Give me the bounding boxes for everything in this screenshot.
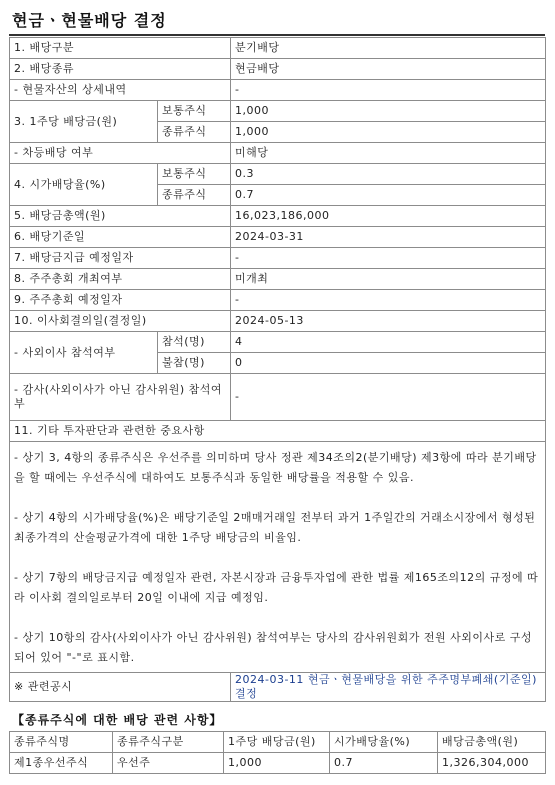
table-row (10, 332, 546, 353)
board-resolution-date-value: 2024-05-13 (231, 311, 546, 332)
table-row (10, 101, 546, 122)
table-row (10, 421, 546, 442)
table-row (10, 59, 546, 80)
table-row (10, 442, 546, 673)
column-header: 1주당 배당금(원) (224, 732, 330, 753)
absent-value: 0 (231, 353, 546, 374)
class-stock-label: 종류주식 (158, 122, 231, 143)
absent-label: 불참(명) (158, 353, 231, 374)
payment-date-value: - (231, 248, 546, 269)
note-paragraph: - 상기 4항의 시가배당율(%)은 배당기준일 2매매거래일 전부터 과거 1주일간의 거래소시장에서 형성된 최종가격의 산술평균가격에 대한 1주당 배당금의 비율임. (14, 511, 536, 544)
row-label-dividend-type: 1. 배당구분 (10, 38, 231, 59)
common-dps-value: 1,000 (231, 101, 546, 122)
row-label-auditor-attendance: - 감사(사외이사가 아닌 감사위원) 참석여부 (10, 374, 231, 421)
class-yield-value: 0.7 (231, 185, 546, 206)
row-label-meeting-date: 9. 주주총회 예정일자 (10, 290, 231, 311)
table-row (10, 290, 546, 311)
notes-cell (10, 442, 546, 673)
column-header: 종류주식구분 (113, 732, 224, 753)
auditor-attendance-value: - (231, 374, 546, 421)
common-stock-label: 보통주식 (158, 164, 231, 185)
row-label-in-kind-assets: - 현물자산의 상세내역 (10, 80, 231, 101)
column-header: 배당금총액(원) (438, 732, 546, 753)
row-label-payment-date: 7. 배당금지급 예정일자 (10, 248, 231, 269)
row-label-total-dividend: 5. 배당금총액(원) (10, 206, 231, 227)
table-row (10, 248, 546, 269)
dividend-kind-value: 현금배당 (231, 59, 546, 80)
row-label-record-date: 6. 배당기준일 (10, 227, 231, 248)
class-dps-value: 1,000 (231, 122, 546, 143)
column-header: 종류주식명 (10, 732, 113, 753)
table-row (10, 38, 546, 59)
common-stock-label: 보통주식 (158, 101, 231, 122)
table-row (10, 673, 546, 702)
row-label-dividend-yield: 4. 시가배당율(%) (10, 164, 158, 206)
title-divider (9, 34, 545, 36)
table-row (10, 206, 546, 227)
record-date-value: 2024-03-31 (231, 227, 546, 248)
note-paragraph: - 상기 7항의 배당금지급 예정일자 관련, 자본시장과 금융투자업에 관한 법률 제165조의12의 규정에 따라 이사회 결의일로부터 20일 이내에 지급 예정임. (14, 571, 539, 604)
table-row (10, 80, 546, 101)
table-cell: 1,326,304,000 (438, 753, 546, 774)
note-paragraph: - 상기 3, 4항의 종류주식은 우선주를 의미하며 당사 정관 제34조의2(분기배당) 제3항에 따라 분기배당을 할 때에는 우선주식에 대하여도 보통주식과 동일한 배당률을 적용할 수 있음. (14, 451, 537, 484)
table-row (10, 164, 546, 185)
table-row (10, 269, 546, 290)
shareholders-meeting-value: 미개최 (231, 269, 546, 290)
row-label-shareholders-meeting: 8. 주주총회 개최여부 (10, 269, 231, 290)
row-label-other-matters: 11. 기타 투자판단과 관련한 중요사항 (10, 421, 546, 442)
differential-dividend-value: 미해당 (231, 143, 546, 164)
table-cell: 1,000 (224, 753, 330, 774)
row-label-dividend-kind: 2. 배당종류 (10, 59, 231, 80)
disclosure-table (9, 37, 546, 702)
table-row (10, 753, 546, 774)
table-row (10, 143, 546, 164)
related-disclosure-link[interactable]: 2024-03-11 현금ㆍ현물배당을 위한 주주명부폐쇄(기준일) 결정 (231, 673, 546, 702)
row-label-board-resolution-date: 10. 이사회결의일(결정일) (10, 311, 231, 332)
row-label-outside-directors: - 사외이사 참석여부 (10, 332, 158, 374)
table-header-row (10, 732, 546, 753)
in-kind-assets-value: - (231, 80, 546, 101)
row-label-related-disclosure: ※ 관련공시 (10, 673, 231, 702)
class-stock-label: 종류주식 (158, 185, 231, 206)
page-title: 현금ㆍ현물배당 결정 (12, 11, 167, 30)
meeting-date-value: - (231, 290, 546, 311)
column-header: 시가배당율(%) (330, 732, 438, 753)
common-yield-value: 0.3 (231, 164, 546, 185)
attended-value: 4 (231, 332, 546, 353)
table-row (10, 374, 546, 421)
attended-label: 참석(명) (158, 332, 231, 353)
note-paragraph: - 상기 10항의 감사(사외이사가 아닌 감사위원) 참석여부는 당사의 감사위원회가 전원 사외이사로 구성되어 있어 "-"로 표시함. (14, 631, 533, 664)
table-row (10, 311, 546, 332)
table-cell: 제1종우선주식 (10, 753, 113, 774)
total-dividend-value: 16,023,186,000 (231, 206, 546, 227)
table-cell: 0.7 (330, 753, 438, 774)
dividend-type-value: 분기배당 (231, 38, 546, 59)
table-row (10, 227, 546, 248)
class-stock-table (9, 731, 546, 774)
table-cell: 우선주 (113, 753, 224, 774)
section-title: 【종류주식에 대한 배당 관련 사항】 (12, 713, 223, 727)
row-label-dividend-per-share: 3. 1주당 배당금(원) (10, 101, 158, 143)
row-label-differential-dividend: - 차등배당 여부 (10, 143, 231, 164)
